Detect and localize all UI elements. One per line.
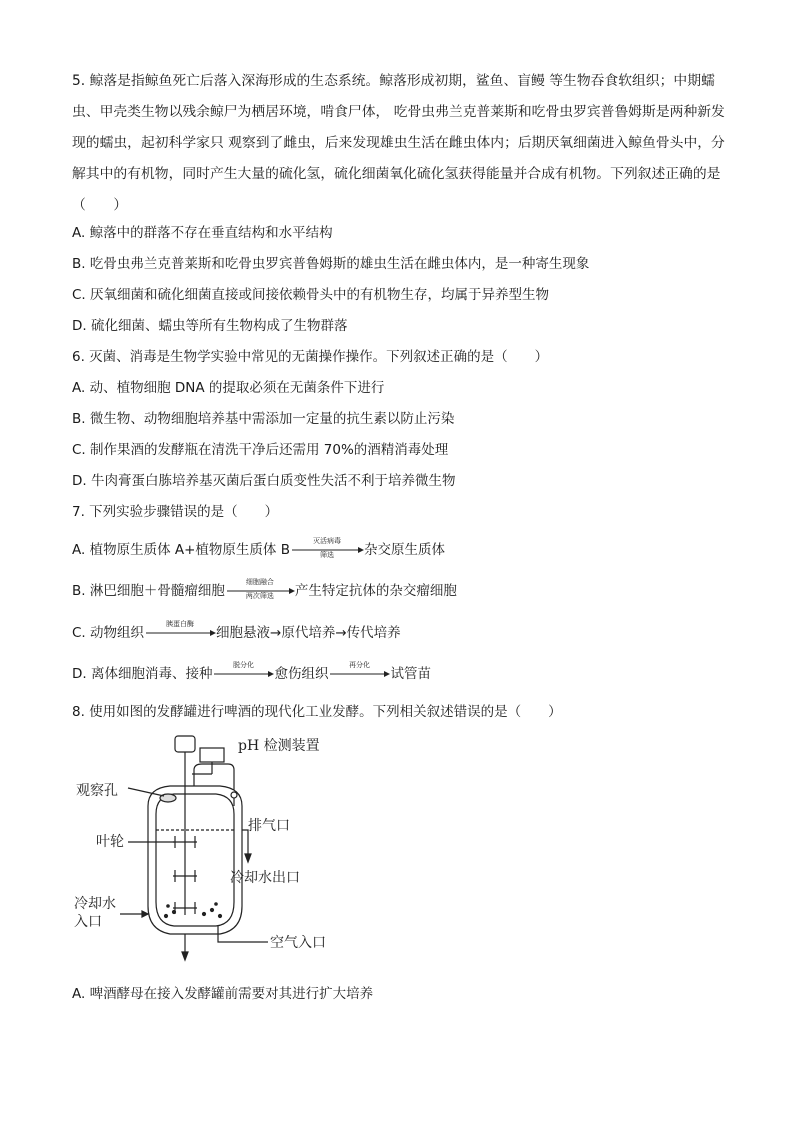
label-exhaust: 排气口 bbox=[248, 818, 290, 834]
arrow-icon bbox=[144, 624, 216, 642]
q7-a-arrow-bottom: 筛选 bbox=[319, 551, 334, 559]
q7-d-arrow-2 bbox=[328, 661, 390, 683]
q6-option-d: D. 牛肉膏蛋白胨培养基灭菌后蛋白质变性失活不利于培养微生物 bbox=[72, 473, 456, 489]
q7-b-arrow-bottom: 两次筛选 bbox=[245, 592, 274, 600]
q7-d-arrow-1-top: 脱分化 bbox=[232, 661, 254, 669]
q7-a-arrow-top: 灭活病毒 bbox=[312, 537, 341, 545]
q7-a-arrow bbox=[290, 537, 364, 559]
q5-stem: 5. 鲸落是指鲸鱼死亡后落入深海形成的生态系统。鲸落形成初期，鲨鱼、盲鳗 等生物吞食软组织；中期蠕虫、甲壳类生物以残余鲸尸为栖居环境，啃食尸体， 吃骨虫弗兰克普莱斯和吃骨虫罗宾普鲁姆斯是两种新发现的蠕虫，起初科学家只 观察到了雌虫，后来发现雄虫生活在雌虫体内；后期厌氧细菌进入鲸鱼骨头中，分解其中的有机物，同时产生大量的硫化氢，硫化细菌氧化硫化氢获得能量并合成有机物。下列叙述正确的是（ ） bbox=[72, 73, 725, 213]
q7-d-mid: 愈伤组织 bbox=[274, 666, 329, 682]
q5-option-a: A. 鲸落中的群落不存在垂直结构和水平结构 bbox=[72, 225, 333, 241]
label-impeller: 叶轮 bbox=[96, 834, 124, 850]
q5-option-b: B. 吃骨虫弗兰克普莱斯和吃骨虫罗宾普鲁姆斯的雄虫生活在雌虫体内，是一种寄生现象 bbox=[72, 256, 590, 272]
q6-stem: 6. 灭菌、消毒是生物学实验中常见的无菌操作操作。下列叙述正确的是（ ） bbox=[72, 349, 549, 365]
q7-b-arrow-top: 细胞融合 bbox=[245, 578, 274, 586]
label-cooling-inlet-1: 冷却水 bbox=[74, 896, 116, 912]
q6-option-c: C. 制作果酒的发酵瓶在清洗干净后还需用 70%的酒精消毒处理 bbox=[72, 442, 449, 458]
q7-a-post: 杂交原生质体 bbox=[363, 542, 445, 558]
q6-option-b: B. 微生物、动物细胞培养基中需添加一定量的抗生素以防止污染 bbox=[72, 411, 455, 427]
q7-d-arrow-2-top: 再分化 bbox=[348, 661, 370, 669]
q7-b-arrow bbox=[225, 578, 295, 600]
q7-d-post: 试管苗 bbox=[390, 666, 431, 682]
q7-option-d bbox=[72, 661, 431, 683]
q8-stem: 8. 使用如图的发酵罐进行啤酒的现代化工业发酵。下列相关叙述错误的是（ ） bbox=[72, 704, 562, 720]
label-observation-hole: 观察孔 bbox=[76, 783, 118, 799]
label-cooling-outlet: 冷却水出口 bbox=[230, 870, 300, 886]
q8-option-a: A. 啤酒酵母在接入发酵罐前需要对其进行扩大培养 bbox=[72, 986, 374, 1002]
q7-stem: 7. 下列实验步骤错误的是（ ） bbox=[72, 504, 279, 520]
q7-a-pre: A. 植物原生质体 A+植物原生质体 B bbox=[72, 542, 290, 558]
q7-b-post: 产生特定抗体的杂交瘤细胞 bbox=[294, 583, 457, 599]
label-air-inlet: 空气入口 bbox=[270, 935, 326, 951]
q5-option-c: C. 厌氧细菌和硫化细菌直接或间接依赖骨头中的有机物生存，均属于异养型生物 bbox=[72, 287, 550, 303]
q7-d-pre: D. 离体细胞消毒、接种 bbox=[72, 666, 213, 682]
q7-b-pre: B. 淋巴细胞＋骨髓瘤细胞 bbox=[72, 583, 225, 599]
fermenter-drawing bbox=[70, 730, 350, 970]
q7-option-b bbox=[72, 578, 457, 600]
q7-option-a bbox=[72, 537, 445, 559]
q7-option-c bbox=[72, 620, 401, 642]
q6-option-a: A. 动、植物细胞 DNA 的提取必须在无菌条件下进行 bbox=[72, 380, 385, 396]
q7-c-arrow-top: 胰蛋白酶 bbox=[166, 620, 195, 628]
q7-d-arrow-1 bbox=[212, 661, 274, 683]
q5-option-d: D. 硫化细菌、蠕虫等所有生物构成了生物群落 bbox=[72, 318, 348, 334]
label-cooling-inlet-2: 入口 bbox=[74, 914, 102, 930]
fermenter-diagram bbox=[70, 730, 350, 970]
arrow-icon bbox=[212, 665, 274, 683]
arrow-icon bbox=[328, 665, 390, 683]
q7-c-pre: C. 动物组织 bbox=[72, 625, 145, 641]
label-ph-device: pH 检测装置 bbox=[238, 738, 320, 754]
q7-c-arrow bbox=[144, 620, 216, 642]
q7-c-post: 细胞悬液→原代培养→传代培养 bbox=[216, 625, 401, 641]
